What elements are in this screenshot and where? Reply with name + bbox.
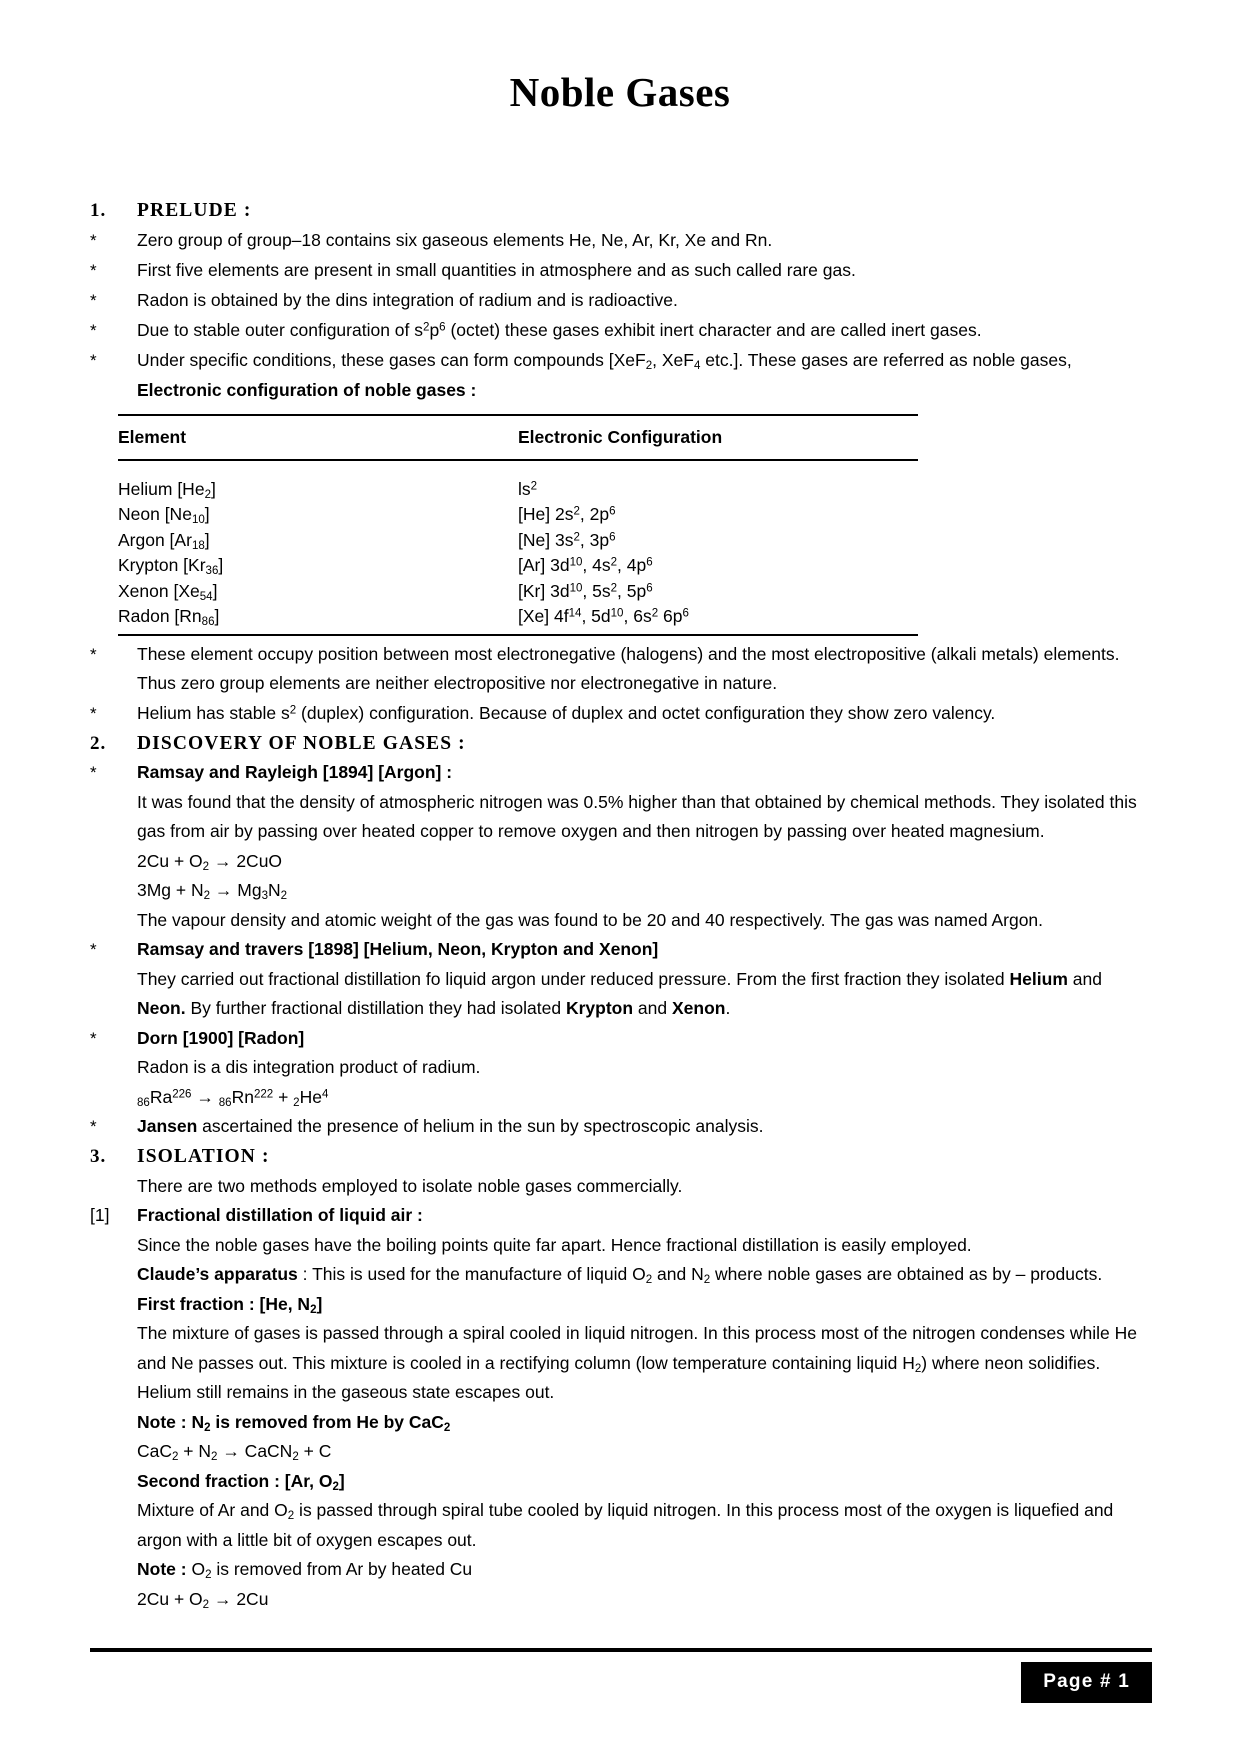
subsection-title: Dorn [1900] [Radon] <box>137 1027 305 1048</box>
bullet-text-helium <box>137 699 1150 729</box>
subsection-paragraph-2: The vapour density and atomic weight of the gas was found to be 20 and 40 respectively. The gas was named Argon. <box>137 909 1044 930</box>
table-row <box>118 502 918 528</box>
jansen-rest: ascertained the presence of helium in the sun by spectroscopic analysis. <box>197 1116 764 1136</box>
bullet-marker: * <box>90 1117 97 1136</box>
equation-cu-o2: $2Cu + O_2 \to 2CuO$ <box>137 850 283 873</box>
bullet-text-octet <box>137 316 1150 346</box>
subsection-title: Ramsay and Rayleigh [1894] [Argon] : <box>137 762 453 782</box>
section-title: PRELUDE : <box>137 200 252 221</box>
table-row <box>118 579 918 605</box>
cell-configuration: [Ar] $3d^{10}$, $4s^2$, $4p^6$ <box>518 555 653 575</box>
bullet-text: Radon is obtained by the dins integration of radium and is radioactive. <box>137 289 678 310</box>
bullet-marker: * <box>90 350 97 370</box>
bullet-marker: * <box>90 230 97 250</box>
travers-bold-helium: Helium <box>1009 968 1068 989</box>
bullet-item <box>90 286 1150 316</box>
subsection-title: Ramsay and travers [1898] [Helium, Neon, Krypton and Xenon] <box>137 939 659 959</box>
cell-configuration: $ls^2$ <box>518 478 538 499</box>
note-label: Note : <box>137 1559 187 1579</box>
method-title: Fractional distillation of liquid air : <box>137 1205 423 1225</box>
bullet-marker: * <box>90 940 97 959</box>
subsection-paragraph: It was found that the density of atmospheric nitrogen was 0.5% higher than that obtained by chemical methods. They isolated this gas from air by passing over heated copper to remove oxygen and then nitrogen by passing over heated magnesium. <box>137 791 1137 841</box>
travers-line-1: They carried out fractional distillation fo liquid argon under reduced pressure. From the first fraction they isolated <box>137 968 1010 989</box>
table-row <box>118 553 918 579</box>
travers-mid-3: and <box>633 998 672 1018</box>
xef-sub-2: 4 <box>693 359 701 372</box>
table-caption: Electronic configuration of noble gases : <box>137 379 477 400</box>
subsection-jansen <box>90 1112 1150 1142</box>
bullet-item <box>90 226 1150 256</box>
subsection-ramsay-rayleigh <box>90 758 1150 935</box>
xef-sub-1: 2 <box>645 359 653 372</box>
first-fraction-title: First fraction : [He, $N_2$] <box>137 1293 323 1316</box>
bullet-marker: * <box>90 260 97 280</box>
section-heading-discovery <box>90 729 1150 759</box>
subsection-paragraph: Radon is a dis integration product of radium. <box>137 1057 481 1077</box>
second-fraction-paragraph: Mixture of Ar and $O_2$ is passed through spiral tube cooled by liquid nitrogen. In this process most of the oxygen is liquefied and argon with a little bit of oxygen escapes out. <box>137 1500 1114 1550</box>
table-row <box>118 528 918 554</box>
cell-element: Helium $[He_2]$ <box>118 478 216 501</box>
section-title: ISOLATION : <box>137 1146 270 1167</box>
second-fraction-title: Second fraction : [Ar, $O_2$] <box>137 1470 345 1493</box>
bullet-marker: * <box>90 763 97 782</box>
cell-configuration: [He] $2s^2$, $2p^6$ <box>518 504 616 524</box>
cell-element: Xenon $[Xe_{54}]$ <box>118 580 218 603</box>
method-marker: [1] <box>90 1205 110 1225</box>
travers-bold-xenon: Xenon <box>671 998 726 1018</box>
section-number: 3. <box>90 1146 107 1167</box>
section-heading-isolation <box>90 1142 1150 1172</box>
jansen-text <box>137 1112 1150 1142</box>
bullet-marker: * <box>90 1028 97 1048</box>
bullet-text: First five elements are present in small quantities in atmosphere and as such called rare gas. <box>137 259 856 280</box>
bullet-item-helium <box>90 699 1150 729</box>
cell-element: Argon $[Ar_{18}]$ <box>118 529 210 552</box>
note-remainder: O <box>186 1559 206 1579</box>
equation-mg-n2: $3Mg + N_2 \to Mg_3N_2$ <box>137 880 288 903</box>
bullet-marker: * <box>90 290 97 310</box>
table-header-row <box>118 416 918 459</box>
subsection-content <box>137 935 1150 1024</box>
section-heading-prelude <box>90 196 1150 226</box>
table-row <box>118 604 918 630</box>
cell-element: Radon $[Rn_{86}]$ <box>118 606 220 629</box>
page-title: Noble Gases <box>509 69 731 115</box>
table-row <box>118 477 918 503</box>
octet-sup-1: 2 <box>423 321 430 334</box>
travers-mid-1: and <box>1067 968 1102 989</box>
first-fraction-note: Note : $N_2$ is removed from He by CaC$_2$ <box>137 1411 451 1434</box>
page-number-badge: Page # 1 <box>1021 1662 1152 1703</box>
octet-prefix: Due to stable outer configuration of s <box>137 319 424 340</box>
xef-suffix: etc.]. These gases are referred as noble gases, <box>700 349 1072 370</box>
cell-configuration: [Xe] $4f^{14}$, $5d^{10}$, $6s^2$ $6p^6$ <box>518 606 689 626</box>
document-body <box>90 196 1150 1614</box>
bullet-marker: * <box>90 644 97 664</box>
footer-divider <box>90 1648 1152 1652</box>
method-content <box>137 1201 1150 1614</box>
bullet-marker: * <box>90 703 97 723</box>
jansen-name: Jansen <box>137 1116 198 1136</box>
helium-prefix: Helium has stable s <box>137 702 290 723</box>
bullet-text-xef <box>137 346 1150 376</box>
claude-text: : This is used for the manufacture of liquid $O_2$ and $N_2$ where noble gases are obtained as by – products. <box>297 1264 1103 1287</box>
first-fraction-paragraph: The mixture of gases is passed through a spiral cooled in liquid nitrogen. In this process most of the nitrogen condenses while He and Ne passes out. This mixture is cooled in a rectifying column (low temperature containing liquid $H_2$) where neon solidifies. Helium still remains in the gaseous state escapes out. <box>137 1323 1137 1402</box>
cell-element: Krypton $[Kr_{36}]$ <box>118 555 224 578</box>
subsection-dorn <box>90 1024 1150 1113</box>
isolation-intro-row <box>90 1172 1150 1202</box>
section-number: 2. <box>90 732 107 754</box>
equation-cu-o2-final: $2Cu + O_2 \to 2Cu$ <box>137 1588 269 1611</box>
method-intro: Since the noble gases have the boiling points quite far apart. Hence fractional distillation is easily employed. <box>137 1234 972 1255</box>
helium-suffix: (duplex) configuration. Because of duplex and octet configuration they show zero valency. <box>296 702 996 723</box>
note-text: Note : $O_2$ is removed from Ar by heated Cu <box>137 1559 473 1582</box>
octet-sup-2: 6 <box>439 321 446 334</box>
cell-configuration: [Ne] $3s^2$, $3p^6$ <box>518 529 616 550</box>
table-caption-row <box>90 376 1150 406</box>
bullet-item-xef <box>90 346 1150 376</box>
method-fractional-distillation <box>90 1201 1150 1614</box>
cell-configuration: [Kr] $3d^{10}$, $5s^2$, $5p^6$ <box>518 580 653 601</box>
isolation-intro: There are two methods employed to isolate noble gases commercially. <box>137 1175 683 1196</box>
table-body <box>118 461 918 634</box>
electronic-configuration-table <box>118 414 918 636</box>
subsection-content <box>137 758 1150 935</box>
claude-label: Claude’s apparatus <box>137 1264 298 1284</box>
travers-mid-2: By further fractional distillation they had isolated <box>185 998 566 1018</box>
claude-apparatus <box>137 1260 1150 1290</box>
travers-bold-neon: Neon. <box>137 998 186 1018</box>
travers-end: . <box>725 998 731 1018</box>
bullet-item-octet <box>90 316 1150 346</box>
column-header-element: Element <box>118 427 187 447</box>
subsection-ramsay-travers <box>90 935 1150 1024</box>
travers-bold-krypton: Krypton <box>565 998 634 1018</box>
bullet-text: Zero group of group–18 contains six gaseous elements He, Ne, Ar, Kr, Xe and Rn. <box>137 229 773 250</box>
section-title: DISCOVERY OF NOBLE GASES : <box>137 732 466 754</box>
second-fraction-note <box>137 1555 1150 1585</box>
section-number: 1. <box>90 200 107 221</box>
table-rule-bottom <box>118 634 918 636</box>
bullet-item-position <box>90 640 1150 699</box>
bullet-item <box>90 256 1150 286</box>
octet-suffix: (octet) these gases exhibit inert character and are called inert gases. <box>445 319 982 340</box>
bullet-text-position: These element occupy position between most electronegative (halogens) and the most electropositive (alkali metals) elements. Thus zero group elements are neither electropositive nor electronegative in nature. <box>137 643 1120 693</box>
subsection-paragraph <box>137 965 1150 1024</box>
cell-element: Neon $[Ne_{10}]$ <box>118 504 210 527</box>
octet-mid: p <box>429 319 440 340</box>
equation-cac2: $CaC_2 + N_2$ → CaCN$_2$ + C <box>137 1441 332 1464</box>
equation-radium-decay: $86Ra^{226} \to 86Rn^{222} + 2He^4$ <box>137 1086 329 1109</box>
bullet-marker: * <box>90 320 97 340</box>
xef-prefix: Under specific conditions, these gases can form compounds [XeF <box>137 349 646 370</box>
subsection-content <box>137 1024 1150 1113</box>
helium-sup: 2 <box>289 704 297 717</box>
column-header-configuration: Electronic Configuration <box>518 427 723 447</box>
xef-mid: , XeF <box>652 349 694 370</box>
